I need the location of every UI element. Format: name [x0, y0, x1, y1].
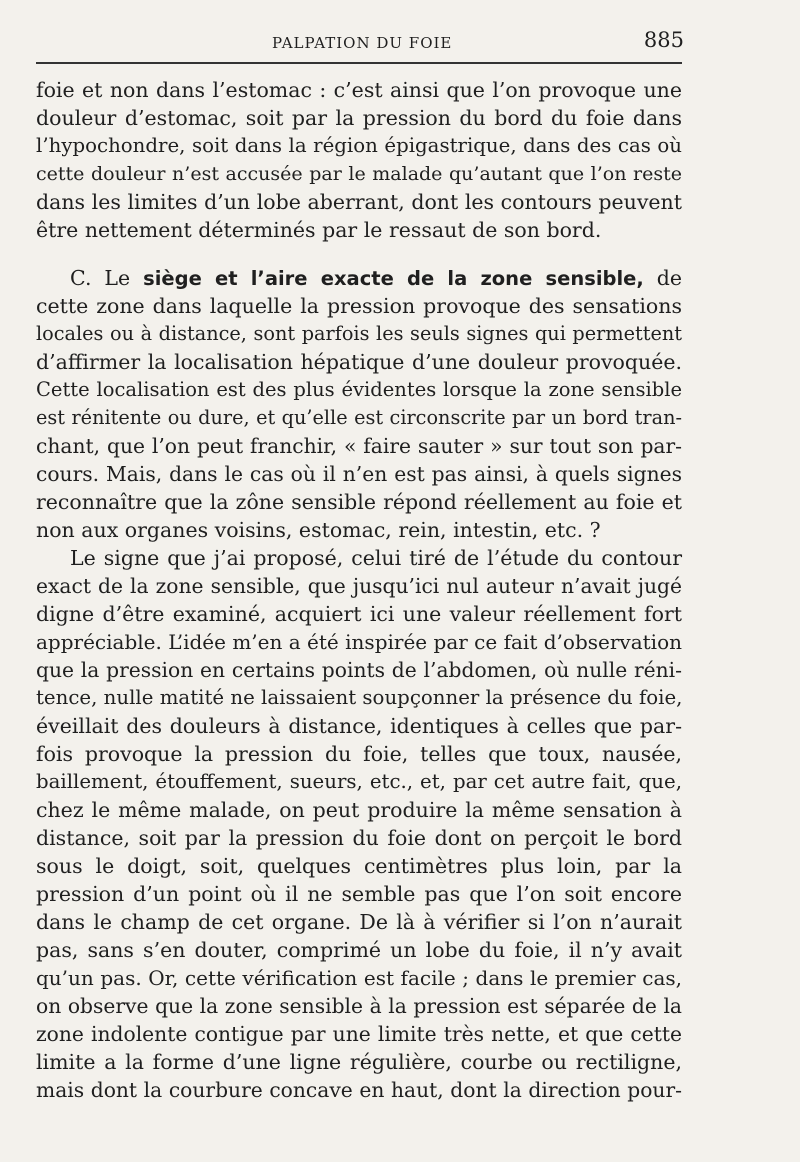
- text-line: que la pression en certains points de l’abdomen, où nulle réni-: [36, 658, 682, 682]
- text-line: appréciable. L’idée m’en a été inspirée par ce fait d’observation: [36, 630, 682, 654]
- paragraph-2: [36, 264, 682, 544]
- text-line: cette zone dans laquelle la pression provoque des sensations: [36, 294, 682, 318]
- text-line: sous le doigt, soit, quelques centimètres plus loin, par la: [36, 854, 682, 878]
- text-line: limite a la forme d’une ligne régulière, courbe ou rectiligne,: [36, 1050, 682, 1074]
- text-line: chant, que l’on peut franchir, « faire sauter » sur tout son par-: [36, 434, 682, 458]
- text-line: d’affirmer la localisation hépatique d’une douleur provoquée.: [36, 350, 682, 374]
- paragraph-1: [36, 76, 682, 244]
- text-line: on observe que la zone sensible à la pression est séparée de la: [36, 994, 682, 1018]
- text-line: baillement, étouffement, sueurs, etc., et, par cet autre fait, que,: [36, 770, 682, 793]
- text-line: mais dont la courbure concave en haut, dont la direction pour-: [36, 1078, 682, 1102]
- text-line: locales ou à distance, sont parfois les seuls signes qui permettent: [36, 322, 682, 345]
- text-line: tence, nulle matité ne laissaient soupçonner la présence du foie,: [36, 686, 683, 709]
- text-line: dans les limites d’un lobe aberrant, dont les contours peuvent: [36, 190, 682, 214]
- lead-plain: C. Le: [70, 266, 131, 290]
- lead-rest: de: [656, 266, 682, 290]
- text-line: l’hypochondre, soit dans la région épigastrique, dans des cas où: [36, 134, 682, 157]
- text-line: être nettement déterminés par le ressaut de son bord.: [36, 218, 602, 242]
- text-line: Cette localisation est des plus évidentes lorsque la zone sensible: [36, 378, 682, 401]
- text-line: foie et non dans l’estomac : c’est ainsi que l’on provoque une: [36, 78, 682, 102]
- text-line: cette douleur n’est accusée par le malade qu’autant que l’on reste: [36, 163, 682, 185]
- lead-bold: siège et l’aire exacte de la zone sensible,: [143, 267, 644, 290]
- text-line: exact de la zone sensible, que jusqu’ici nul auteur n’avait jugé: [36, 574, 682, 598]
- body-text: [36, 76, 682, 1104]
- text-line: pression d’un point où il ne semble pas que l’on soit encore: [36, 882, 682, 906]
- running-title: PALPATION DU FOIE: [272, 34, 453, 52]
- text-line: dans le champ de cet organe. De là à vérifier si l’on n’aurait: [36, 910, 682, 934]
- text-line: est rénitente ou dure, et qu’elle est circonscrite par un bord tran-: [36, 406, 682, 429]
- text-line: qu’un pas. Or, cette vérification est facile ; dans le premier cas,: [36, 966, 682, 990]
- text-line: reconnaître que la zône sensible répond réellement au foie et: [36, 490, 682, 514]
- text-line: éveillait des douleurs à distance, identiques à celles que par-: [36, 714, 682, 738]
- text-line: zone indolente contigue par une limite très nette, et que cette: [36, 1022, 682, 1046]
- text-line: cours. Mais, dans le cas où il n’en est pas ainsi, à quels signes: [36, 462, 682, 486]
- running-header: [36, 28, 684, 58]
- text-line: fois provoque la pression du foie, telles que toux, nausée,: [36, 742, 682, 766]
- text-line: non aux organes voisins, estomac, rein, intestin, etc. ?: [36, 518, 601, 542]
- paragraph-gap: [36, 244, 682, 264]
- text-line: Le signe que j’ai proposé, celui tiré de l’étude du contour: [70, 546, 682, 570]
- text-line: distance, soit par la pression du foie dont on perçoit le bord: [36, 826, 682, 850]
- text-line: chez le même malade, on peut produire la même sensation à: [36, 798, 682, 822]
- page-number: 885: [643, 28, 684, 52]
- paragraph-3: [36, 544, 682, 1104]
- text-line: digne d’être examiné, acquiert ici une valeur réellement fort: [36, 602, 682, 626]
- text-line: pas, sans s’en douter, comprimé un lobe du foie, il n’y avait: [36, 938, 682, 962]
- section-lead-line: [36, 264, 682, 292]
- header-rule: [36, 62, 682, 64]
- text-line: douleur d’estomac, soit par la pression du bord du foie dans: [36, 106, 682, 130]
